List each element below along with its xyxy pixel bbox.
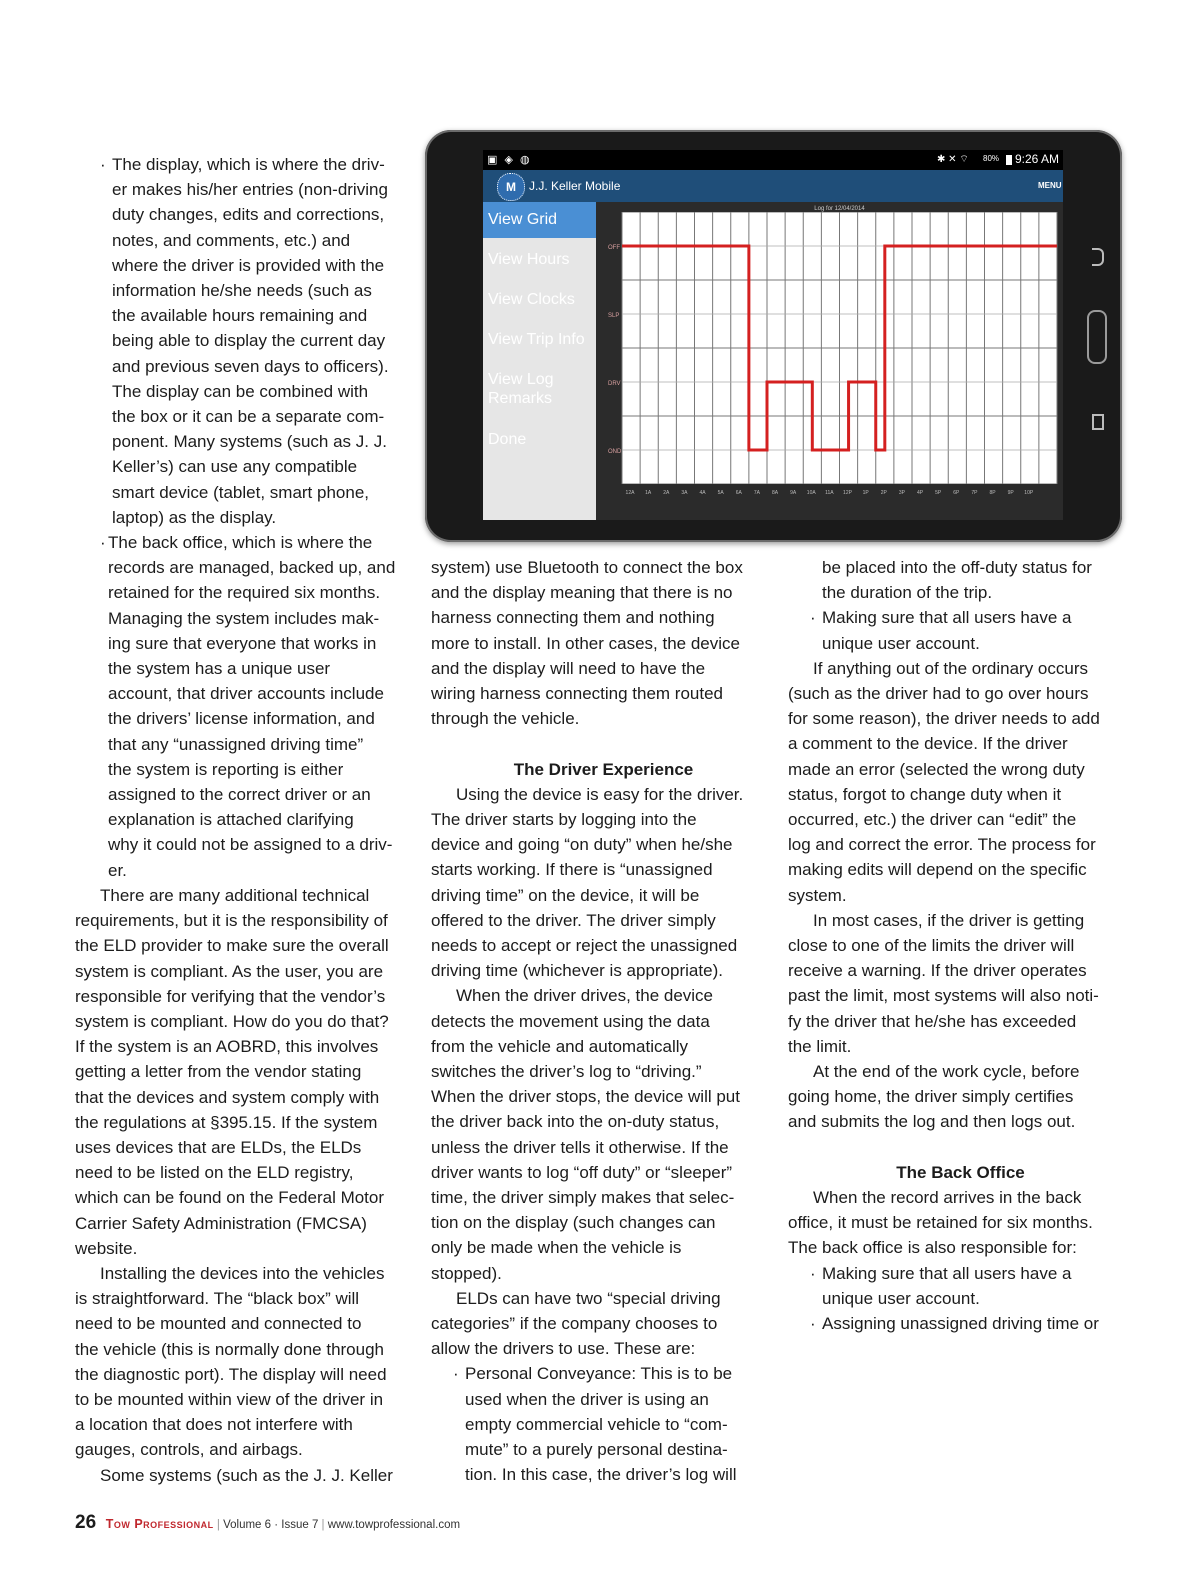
text-line: time, the driver simply makes that selec- <box>431 1188 735 1208</box>
column-3 <box>788 555 1133 1336</box>
x-tick-label: 4A <box>699 490 706 496</box>
paragraph-installing <box>75 1261 415 1463</box>
x-tick-label: 2P <box>880 490 887 496</box>
text-line: starts working. If there is “unassigned <box>431 860 713 880</box>
x-tick-label: 8P <box>989 490 996 496</box>
text-line: er. <box>108 860 127 880</box>
home-button-icon <box>1087 310 1107 364</box>
paragraph-using-device <box>431 782 776 984</box>
text-line: device and going “on duty” when he/she <box>431 835 733 855</box>
app-logo-icon <box>497 173 525 201</box>
text-line: occurred, etc.) the driver can “edit” the <box>788 810 1077 830</box>
text-line: and the display meaning that there is no <box>431 583 733 603</box>
bullet-marker: · <box>810 1263 816 1283</box>
bullet-personal-conveyance <box>431 1361 776 1487</box>
text-line: stopped). <box>431 1263 502 1283</box>
text-line: harness connecting them and nothing <box>431 608 715 628</box>
text-line: ponent. Many systems (such as J. J. <box>112 432 387 452</box>
bullet-assigning-text <box>822 1311 1133 1336</box>
bullet-display-text <box>112 152 415 530</box>
app-title: J.J. Keller Mobile <box>529 179 621 193</box>
menu-button[interactable]: MENU <box>1038 181 1062 190</box>
battery-icon <box>1006 155 1012 165</box>
text-line: that any “unassigned driving time” <box>108 734 364 754</box>
text-line: driver wants to log “off duty” or “sleeper” <box>431 1162 733 1182</box>
text-line: tion on the display (such changes can <box>431 1213 716 1233</box>
text-line: the vehicle (this is normally done through <box>75 1339 384 1359</box>
page-footer <box>75 1512 460 1536</box>
x-tick-label: 2A <box>663 490 670 496</box>
menu-item-view-hours[interactable] <box>483 242 596 278</box>
text-line: If the system is an AOBRD, this involves <box>75 1037 379 1057</box>
duty-log-chart <box>596 202 1063 520</box>
text-line: There are many additional technical <box>100 885 370 905</box>
text-line: the available hours remaining and <box>112 306 368 326</box>
text-line: duty changes, edits and corrections, <box>112 205 385 225</box>
text-line: When the record arrives in the back <box>813 1188 1082 1208</box>
x-tick-label: 9A <box>790 490 797 496</box>
text-line: system is compliant. How do you do that? <box>75 1011 389 1031</box>
text-line: In most cases, if the driver is getting <box>813 910 1085 930</box>
x-tick-label: 6P <box>953 490 960 496</box>
app-logo-letter: M <box>506 180 516 194</box>
bullet-user-accounts <box>788 1261 1133 1311</box>
text-line: Making sure that all users have a <box>822 1263 1072 1283</box>
bullet-user-accounts-text <box>822 1261 1133 1311</box>
column-1 <box>75 152 415 1488</box>
text-line: is straightforward. The “black box” will <box>75 1289 360 1309</box>
text-line: er makes his/her entries (non-driving <box>112 180 388 200</box>
text-line: offered to the driver. The driver simply <box>431 910 716 930</box>
text-line: driving time” on the device, it will be <box>431 885 700 905</box>
text-line: When the driver drives, the device <box>456 986 714 1006</box>
text-line: assigned to the correct driver or an <box>108 785 371 805</box>
text-line: a location that does not interfere with <box>75 1415 353 1435</box>
text-line: mute” to a purely personal destina- <box>465 1440 728 1460</box>
text-line: Using the device is easy for the driver. <box>456 784 744 804</box>
x-tick-label: 1A <box>645 490 652 496</box>
x-tick-label: 8A <box>771 490 779 496</box>
text-line: made an error (selected the wrong duty <box>788 759 1085 779</box>
text-line: Keller’s) can use any compatible <box>112 457 358 477</box>
text-line: smart device (tablet, smart phone, <box>112 482 370 502</box>
text-line: categories” if the company chooses to <box>431 1314 718 1334</box>
signal-icons: ✱ ✕ ⌔ <box>937 154 969 165</box>
x-tick-label: 9P <box>1007 490 1014 496</box>
x-tick-label: 12P <box>843 490 852 496</box>
text-line: receive a warning. If the driver operates <box>788 961 1087 981</box>
text-line: The back office, which is where the <box>108 533 373 553</box>
bullet-back-office-text <box>108 530 415 883</box>
text-line: ing sure that everyone that works in <box>108 633 377 653</box>
text-line: responsible for verifying that the vendor’s <box>75 986 386 1006</box>
app-bar <box>483 170 1063 202</box>
footer-separator: | <box>216 1519 220 1531</box>
text-line: be placed into the off-duty status for <box>822 558 1092 577</box>
text-line: (such as the driver had to go over hours <box>788 684 1089 704</box>
y-category-label: DRV <box>608 381 621 387</box>
side-menu <box>483 202 596 520</box>
x-tick-label: 12A <box>625 490 635 496</box>
text-line: When the driver stops, the device will put <box>431 1087 740 1107</box>
paragraph-record-arrives <box>788 1185 1133 1261</box>
text-line: and submits the log and then logs out. <box>788 1112 1076 1132</box>
text-line: website. <box>75 1238 138 1258</box>
text-line: empty commercial vehicle to “com- <box>465 1414 728 1434</box>
bullet-back-office <box>75 530 415 883</box>
text-line: notes, and comments, etc.) and <box>112 230 351 250</box>
bullet-marker: · <box>100 533 106 553</box>
text-line: allow the drivers to use. These are: <box>431 1339 696 1359</box>
status-bar <box>483 150 1063 170</box>
text-line: office, it must be retained for six months. <box>788 1213 1093 1233</box>
menu-item-label: View Log <box>488 371 554 388</box>
text-line: and the display will need to have the <box>431 658 706 678</box>
back-button-icon <box>1092 248 1104 266</box>
paragraph-warning <box>788 908 1133 1059</box>
bullet-marker: · <box>810 1314 816 1334</box>
text-line: past the limit, most systems will also noti- <box>788 986 1099 1006</box>
x-tick-label: 5P <box>935 490 942 496</box>
text-line: The display can be combined with <box>112 381 369 401</box>
text-line: Installing the devices into the vehicles <box>100 1263 385 1283</box>
bullet-marker: · <box>810 608 816 628</box>
x-tick-label: 7P <box>971 490 978 496</box>
text-line: fy the driver that he/she has exceeded <box>788 1011 1077 1031</box>
text-line: more to install. In other cases, the device <box>431 633 740 653</box>
status-time: 9:26 AM <box>1015 152 1060 166</box>
text-line: which can be found on the Federal Motor <box>75 1188 385 1208</box>
bullet-marker: · <box>100 155 106 174</box>
text-line: the drivers’ license information, and <box>108 709 375 729</box>
y-category-label: SLP <box>608 313 620 319</box>
text-line: used when the driver is using an <box>465 1389 709 1409</box>
menu-item-label: View Grid <box>488 211 558 228</box>
text-line: The back office is also responsible for: <box>788 1238 1077 1258</box>
heading-driver-experience: The Driver Experience <box>513 759 694 779</box>
page-number: 26 <box>75 1512 97 1533</box>
text-line: Some systems (such as the J. J. Keller <box>100 1465 393 1485</box>
text-line: need to be listed on the ELD registry, <box>75 1163 354 1183</box>
battery-level: 80% <box>983 154 1000 163</box>
text-line: from the vehicle and automatically <box>431 1036 689 1056</box>
text-line: being able to display the current day <box>112 331 386 351</box>
paragraph-bluetooth <box>431 555 776 731</box>
text-line: tion. In this case, the driver’s log will <box>465 1465 737 1485</box>
issue-info: Volume 6 · Issue 7 <box>223 1519 319 1531</box>
x-tick-label: 10A <box>806 490 816 496</box>
y-category-label: OFF <box>608 245 620 251</box>
text-line: getting a letter from the vendor stating <box>75 1062 362 1082</box>
text-line: going home, the driver simply certifies <box>788 1087 1074 1107</box>
menu-item-view-log-remarks[interactable] <box>483 362 596 410</box>
y-category-label: OND <box>608 449 622 455</box>
website-url[interactable]: www.towprofessional.com <box>327 1519 461 1531</box>
text-line: status, forgot to change duty when it <box>788 784 1062 804</box>
text-line: the system is reporting is either <box>108 759 344 779</box>
recent-apps-icon <box>1092 414 1104 430</box>
text-line: system is compliant. As the user, you are <box>75 961 384 981</box>
text-line: explanation is attached clarifying <box>108 810 354 830</box>
text-line: information he/she needs (such as <box>112 281 372 301</box>
text-line: records are managed, backed up, and <box>108 558 396 578</box>
text-line: the ELD provider to make sure the overall <box>75 936 389 956</box>
text-line: Personal Conveyance: This is to be <box>465 1364 733 1384</box>
text-line: the diagnostic port). The display will need <box>75 1364 387 1384</box>
text-line: need to be mounted and connected to <box>75 1314 362 1334</box>
text-line: gauges, controls, and airbags. <box>75 1440 303 1460</box>
log-grid-panel <box>596 202 1063 520</box>
text-line: system. <box>788 885 847 905</box>
text-line: the box or it can be a separate com- <box>112 407 385 427</box>
paragraph-out-of-ordinary <box>788 656 1133 908</box>
text-line: making edits will depend on the specific <box>788 860 1087 880</box>
paragraph-special-categories <box>431 1286 776 1362</box>
text-line: unless the driver tells it otherwise. If the <box>431 1137 729 1157</box>
footer-separator: | <box>321 1519 325 1531</box>
text-line: Assigning unassigned driving time or <box>822 1314 1099 1334</box>
bullet-yard-movement-text <box>822 605 1133 655</box>
x-tick-label: 10P <box>1024 490 1034 496</box>
bullet-assigning <box>788 1311 1133 1336</box>
menu-item-view-grid[interactable] <box>483 202 596 238</box>
text-line: a comment to the device. If the driver <box>788 734 1068 754</box>
magazine-name: Tow Professional <box>105 1517 214 1531</box>
menu-item-label: Remarks <box>488 390 553 407</box>
text-line: the duration of the trip. <box>822 583 993 603</box>
text-line: to be mounted within view of the driver in <box>75 1389 384 1409</box>
text-line: through the vehicle. <box>431 709 580 729</box>
menu-item-done[interactable] <box>483 422 596 458</box>
text-line: At the end of the work cycle, before <box>813 1062 1080 1082</box>
text-line: the driver back into the on-duty status, <box>431 1112 720 1132</box>
text-line: for some reason), the driver needs to add <box>788 709 1100 729</box>
paragraph-some-systems <box>75 1463 415 1488</box>
text-line: uses devices that are ELDs, the ELDs <box>75 1137 362 1157</box>
text-line: only be made when the vehicle is <box>431 1238 682 1258</box>
chart-title: Log for 12/04/2014 <box>814 206 865 212</box>
menu-item-view-trip-info[interactable] <box>483 322 596 358</box>
text-line: Carrier Safety Administration (FMCSA) <box>75 1213 367 1233</box>
text-line: requirements, but it is the responsibility of <box>75 911 388 931</box>
text-line: the regulations at §395.15. If the system <box>75 1112 378 1132</box>
text-line: needs to accept or reject the unassigned <box>431 936 738 956</box>
menu-item-label: Done <box>488 431 527 448</box>
tablet-screen <box>483 150 1063 520</box>
x-tick-label: 6A <box>735 490 742 496</box>
bullet-personal-conveyance-text <box>465 1361 776 1487</box>
text-line: wiring harness connecting them routed <box>431 684 723 704</box>
text-line: ELDs can have two “special driving <box>456 1288 721 1308</box>
text-line: driving time (whichever is appropriate). <box>431 961 723 981</box>
paragraph-technical-requirements <box>75 883 415 1261</box>
text-line: where the driver is provided with the <box>112 255 385 275</box>
text-line: log and correct the error. The process for <box>788 835 1096 855</box>
heading-back-office: The Back Office <box>896 1162 1025 1182</box>
text-line: switches the driver’s log to “driving.” <box>431 1062 702 1082</box>
text-line: Making sure that all users have a <box>822 608 1072 628</box>
bullet-display <box>75 152 415 530</box>
text-line: the limit. <box>788 1036 852 1056</box>
text-line: unique user account. <box>822 1288 980 1308</box>
x-tick-label: 4P <box>916 490 924 496</box>
text-line: system) use Bluetooth to connect the box <box>431 558 743 577</box>
column-2 <box>431 555 776 1488</box>
text-line: and previous seven days to officers). <box>112 356 389 376</box>
menu-item-label: View Trip Info <box>488 331 585 348</box>
x-tick-label: 5A <box>717 490 724 496</box>
text-line: The display, which is where the driv- <box>112 155 385 174</box>
bullet-continuation <box>788 555 1133 605</box>
bullet-yard-movement <box>788 605 1133 655</box>
menu-item-label: View Hours <box>488 251 570 268</box>
paragraph-end-of-cycle <box>788 1059 1133 1135</box>
text-line: Managing the system includes mak- <box>108 608 380 628</box>
text-line: account, that driver accounts include <box>108 684 384 704</box>
text-line: laptop) as the display. <box>112 507 277 527</box>
bullet-marker: · <box>453 1364 459 1384</box>
text-line: detects the movement using the data <box>431 1011 710 1031</box>
x-tick-label: 3P <box>898 490 905 496</box>
x-tick-label: 1P <box>862 490 869 496</box>
text-line: If anything out of the ordinary occurs <box>813 658 1088 678</box>
text-line: why it could not be assigned to a driv- <box>108 835 393 855</box>
menu-item-view-clocks[interactable] <box>483 282 596 318</box>
text-line: that the devices and system comply with <box>75 1087 380 1107</box>
menu-item-label: View Clocks <box>488 291 575 308</box>
x-tick-label: 3A <box>681 490 688 496</box>
text-line: close to one of the limits the driver will <box>788 936 1075 956</box>
text-line: The driver starts by logging into the <box>431 810 697 830</box>
notification-icons: ▣ ◈ ◍ <box>487 154 532 166</box>
text-line: unique user account. <box>822 633 980 653</box>
x-tick-label: 11A <box>825 490 834 496</box>
text-line: retained for the required six months. <box>108 583 381 603</box>
x-tick-label: 7A <box>753 490 760 496</box>
text-line: the system has a unique user <box>108 659 331 679</box>
paragraph-driver-drives <box>431 983 776 1285</box>
